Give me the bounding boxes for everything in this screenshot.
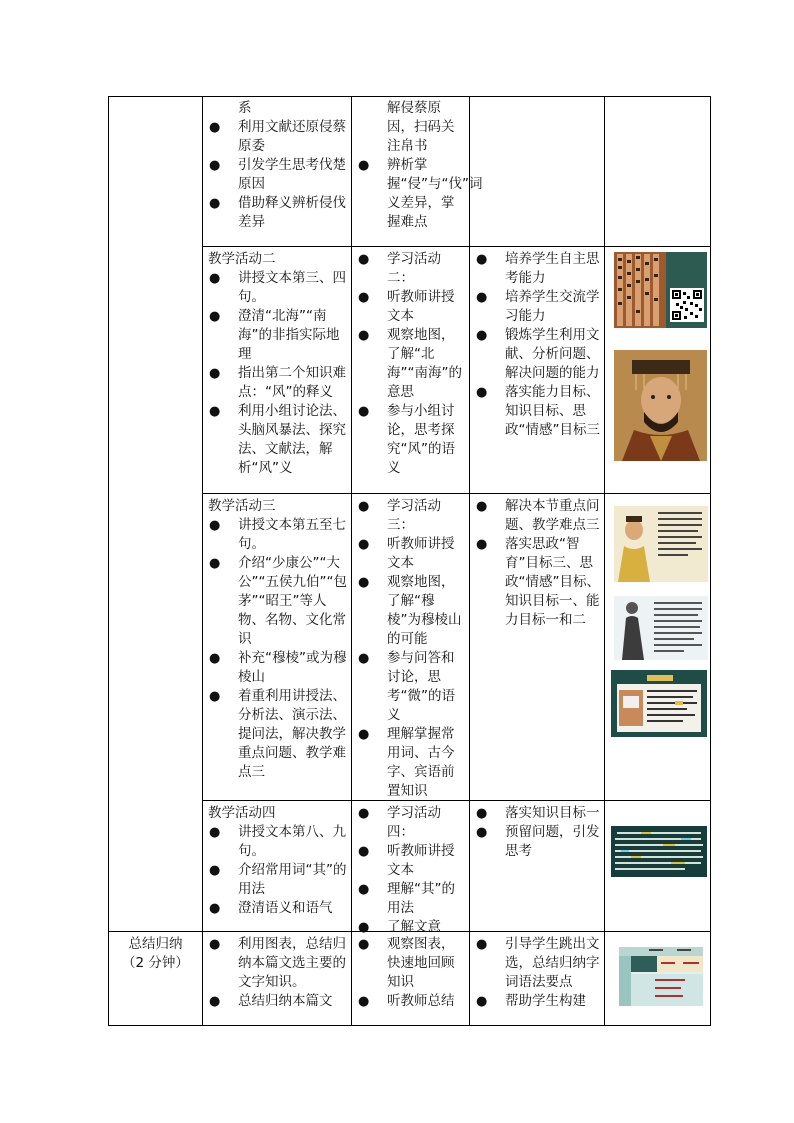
list-item: ● 了解文意 — [357, 918, 467, 937]
slide-thumbnail-icon — [611, 826, 707, 877]
list-item: ● 补充“穆棱”或为穆棱山 — [208, 649, 350, 687]
slide-thumbnail-icon — [614, 596, 708, 660]
list-item: ● 借助释义辨析侵伐差异 — [208, 194, 350, 232]
column-divider — [604, 97, 605, 1025]
list-item: ● 讲授文本第八、九句。 — [208, 823, 350, 861]
slide-thumbnail-image — [611, 670, 707, 737]
qr-code-image — [666, 252, 707, 328]
content-cell-1 — [208, 99, 350, 232]
list-item: ● 利用小组讨论法、头脑风暴法、探究法、文献法，解析“风”义 — [208, 402, 350, 478]
activity-heading: 教学活动三 — [208, 498, 276, 514]
list-item: ● 讲授文本第五至七句。 — [208, 516, 350, 554]
silk-manuscript-icon — [614, 252, 666, 328]
list-item: ● 听教师讲授文本 — [357, 535, 467, 573]
content-cell-2 — [208, 250, 350, 478]
slide-thumbnail-image — [614, 596, 708, 660]
list-item: ● 落实能力目标、知识目标、思政“情感”目标三 — [475, 383, 601, 440]
list-item: ● 观察图表，快速地回顾知识 — [357, 935, 467, 992]
list-item: ● 引发学生思考伐楚原因 — [208, 156, 350, 194]
list-item: ● 观察地图，了解“穆棱”为穆棱山的可能 — [357, 573, 467, 649]
list-item: ● 总结归纳本篇文 — [208, 992, 350, 1011]
list-item: ● 理解掌握常用词、古今字、宾语前置知识 — [357, 725, 467, 801]
list-item: ● 落实思政“智育”目标三、思政“情感”目标、知识目标一、能力目标一和二 — [475, 535, 601, 630]
list-item: ● 介绍“少康公”“大公”“五侯九伯”“包茅”“昭王”等人物、名物、文化常识 — [208, 554, 350, 649]
list-item: ● 培养学生自主思考能力 — [475, 250, 601, 288]
row-divider — [202, 493, 710, 494]
slide-thumbnail-icon — [614, 506, 708, 582]
list-item: ● 利用图表，总结归纳本篇文选主要的文字知识。 — [208, 935, 350, 992]
emperor-portrait-icon — [614, 350, 707, 461]
goals-cell-3 — [475, 497, 601, 630]
goals-cell-4 — [475, 804, 601, 861]
slide-thumbnail-image — [614, 506, 708, 582]
student-cell-1 — [357, 99, 483, 232]
column-divider — [469, 97, 470, 1025]
list-item: ● 介绍常用词“其”的用法 — [208, 861, 350, 899]
activity-heading: 教学活动四 — [208, 805, 276, 821]
student-cell-4 — [357, 804, 467, 937]
section-label-cell — [109, 935, 202, 973]
content-cell-3 — [208, 497, 350, 782]
list-item: ● 着重利用讲授法、分析法、演示法、提问法，解决教学重点问题、教学难点三 — [208, 687, 350, 782]
list-item: ● 观察地图，了解“北海”“南海”的意思 — [357, 326, 467, 402]
student-cell-5 — [357, 935, 467, 1011]
list-item: ● 澄清语义和语气 — [208, 899, 350, 918]
section-duration: （2 分钟） — [122, 955, 189, 971]
list-item: ● 学习活动三： — [357, 497, 467, 535]
list-item: ● 听教师讲授文本 — [357, 288, 467, 326]
section-title: 总结归纳 — [128, 936, 183, 952]
student-cell-3 — [357, 497, 467, 801]
list-item: ● 预留问题，引发思考 — [475, 823, 601, 861]
qr-code-icon — [666, 252, 707, 328]
content-cell-4 — [208, 804, 350, 918]
list-item: ● 利用文献还原侵蔡原委 — [208, 118, 350, 156]
list-item: ● 培养学生交流学习能力 — [475, 288, 601, 326]
list-item: ● 讲授文本第三、四句。 — [208, 269, 350, 307]
cell-text: 系 — [238, 100, 252, 116]
student-cell-2 — [357, 250, 467, 478]
column-divider — [351, 97, 352, 1025]
list-item: ● 澄清“北海”“南海”的非指实际地理 — [208, 307, 350, 364]
content-cell-5 — [208, 935, 350, 1011]
list-item: ● 理解“其”的用法 — [357, 880, 467, 918]
summary-chart-image — [619, 947, 703, 1006]
list-item: ● 落实知识目标一 — [475, 804, 601, 823]
goals-cell-5 — [475, 935, 601, 1011]
goals-cell-2 — [475, 250, 601, 440]
list-item: ● 锻炼学生利用文献、分析问题、解决问题的能力 — [475, 326, 601, 383]
column-divider — [202, 97, 203, 1025]
slide-thumbnail-image — [611, 826, 707, 877]
list-item: ● 听教师总结 — [357, 992, 467, 1011]
slide-thumbnail-icon — [611, 670, 707, 737]
list-item: ● 引导学生跳出文选，总结归纳字词语法要点 — [475, 935, 601, 992]
list-item: ● 学习活动四： — [357, 804, 467, 842]
list-item: ● 指出第二个知识难点：“风”的释义 — [208, 364, 350, 402]
list-item: ● 参与小组讨论，思考探究“风”的语义 — [357, 402, 467, 478]
activity-heading: 教学活动二 — [208, 251, 276, 267]
list-item: ● 学习活动二： — [357, 250, 467, 288]
row-divider — [202, 246, 710, 247]
list-item: ● 听教师讲授文本 — [357, 842, 467, 880]
list-item: ● 参与问答和讨论，思考“微”的语义 — [357, 649, 467, 725]
list-item: ● 解决本节重点问题、教学难点三 — [475, 497, 601, 535]
silk-manuscript-image — [614, 252, 666, 328]
lesson-plan-table — [108, 96, 711, 1026]
emperor-portrait-image — [614, 350, 707, 461]
list-item: ● 帮助学生构建 — [475, 992, 601, 1011]
summary-chart-icon — [619, 947, 703, 1006]
cell-text: 解侵蔡原因，扫码关注帛书 — [387, 100, 455, 154]
list-item: ● 辨析掌握“侵”与“伐”词义差异，掌握难点 — [357, 156, 467, 232]
